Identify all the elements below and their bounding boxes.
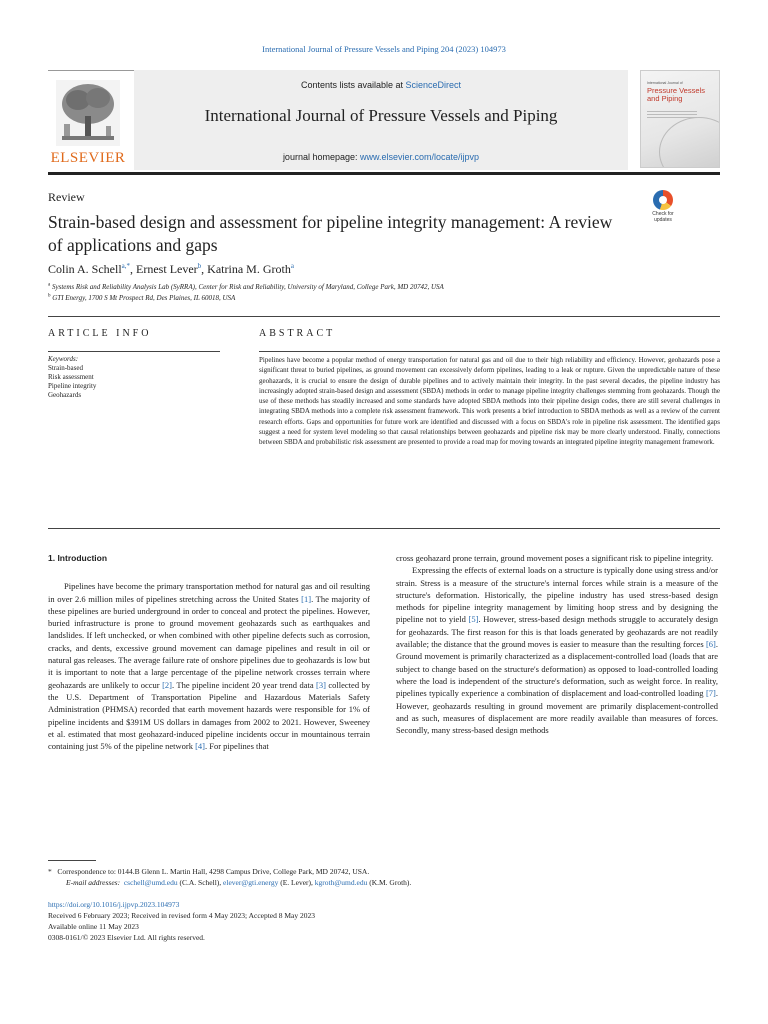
body-text: . For pipelines that	[205, 741, 269, 752]
cover-swirl	[659, 117, 720, 168]
body-text: Expressing the effects of external loads on a structure is typically done using stress and/or strain. Stress is a measure of the structure's internal forces while strain is a measure of the structure's deformation. Historically, the pipeline industry has used stress-based design methods for pipeline integrity management by limiting hoop stress and by designing the pipeline not to yield	[396, 565, 718, 625]
keywords-label: Keywords:	[48, 355, 79, 363]
article-info-heading: ARTICLE INFO	[48, 328, 152, 339]
affiliation-sup: a	[48, 282, 51, 288]
correspondence-note	[48, 866, 720, 877]
introduction-heading: 1. Introduction	[48, 553, 108, 563]
body-column-left	[48, 552, 370, 752]
footnotes	[48, 866, 720, 888]
journal-info-band	[134, 70, 628, 170]
email-owner: (K.M. Groth).	[367, 878, 412, 887]
email-link[interactable]: cschell@umd.edu	[123, 878, 178, 887]
check-for-updates-button[interactable]	[648, 190, 678, 228]
homepage-prefix: journal homepage:	[282, 152, 360, 162]
copyright: 0308-0161/© 2023 Elsevier Ltd. All rights reserved.	[48, 933, 205, 942]
elsevier-tree-icon	[56, 80, 120, 146]
email-owner: (C.A. Schell),	[177, 878, 224, 887]
check-updates-label: Check for updates	[652, 211, 674, 223]
citation-ref[interactable]: [3]	[316, 679, 326, 690]
email-addresses	[48, 877, 720, 888]
affiliation	[48, 294, 235, 302]
elsevier-wordmark: ELSEVIER	[50, 150, 126, 166]
article-info-rule	[48, 351, 220, 352]
keyword-item: Geohazards	[48, 391, 82, 399]
body-text: . However, geohazards resulting in ground movement are primarily displacement-controlled and as such, measures of displacement are more readily available than measures of forces. Secondly, many stress-based design methods	[396, 688, 718, 736]
abstract-text: Pipelines have become a popular method of energy transportation for natural gas and oil due to their high reliability and efficiency. However, geohazards pose a significant threat to buried pipelines, as ground movement can excessively deform pipelines, leading to a leak or rupture. Given the unpredictable nature of these geohazards, it is crucial to ensure the design of durable pipelines and to actively maintain their integrity. In the past several decades, the pipeline industry has increasingly adopted strain-based design and assessment (SBDA) methods in order to manage pipeline integrity challenges stemming from geohazards. Though the use of these methods has steadily increased and some standards have adopted SBDA methods into their pipeline design codes, there are still several challenges in integrating SBDA methods into a complete risk assessment framework. This work presents a brief introduction to SBDA methods as well as a review of the current research efforts. Gaps and opportunities for future work are identified and discussed with a focus on SBDA's role in pipeline risk assessment. The identified gaps suggest a need for system level modeling so that causal relationships between geohazards and pipeline risk may be more clearly understood. Finally, connections between SBDA and probabilistic risk assessment are presented to provide a road map for moving towards an integrated pipeline integrity management framework.	[259, 356, 720, 447]
citation-ref[interactable]: [4]	[195, 741, 205, 752]
journal-masthead	[48, 70, 720, 170]
received-dates: Received 6 February 2023; Received in revised form 4 May 2023; Accepted 8 May 2023	[48, 911, 316, 920]
author-sup[interactable]: a	[290, 262, 294, 270]
homepage-line	[134, 152, 628, 162]
keyword-item: Pipeline integrity	[48, 382, 97, 390]
footnote-rule	[48, 860, 96, 861]
citation-ref[interactable]: [5]	[468, 614, 479, 625]
body-text: collected by the U.S. Department of Transportation Pipeline and Hazardous Materials Safety Administration (PHMSA) recorded that earth movement hazards were responsible for 1% of pipeline incidents and $391M US dollars in damages from 2002 to 2021. However, Sweeney et al. estimated that most geohazard-induced pipeline incidents occur in mountainous terrain containing just 5% of the pipeline network	[48, 679, 370, 752]
abstract-rule	[259, 351, 720, 352]
email-label: E-mail addresses:	[66, 878, 121, 887]
masthead-bottom-rule	[48, 172, 720, 175]
citation-ref[interactable]: [7]	[705, 688, 716, 699]
email-link[interactable]: kgroth@umd.edu	[314, 878, 368, 887]
keyword-item: Risk assessment	[48, 373, 94, 381]
body-text: Pipelines have become the primary transportation method for natural gas and oil resulting in over 2.6 million miles of pipelines stretching across the United States	[48, 581, 370, 604]
journal-homepage-link[interactable]: www.elsevier.com/locate/ijpvp	[360, 152, 480, 162]
author-separator: ,	[201, 262, 208, 276]
cover-title: Pressure Vessels and Piping	[647, 86, 705, 103]
abstract-bottom-rule	[48, 528, 720, 529]
contents-prefix: Contents lists available at	[300, 80, 406, 90]
author-name[interactable]: Ernest Lever	[136, 262, 198, 276]
affiliation-text: GTI Energy, 1700 S Mt Prospect Rd, Des Plaines, IL 60018, USA	[52, 294, 236, 302]
article-title: Strain-based design and assessment for pipeline integrity management: A review of applications and gaps	[48, 212, 613, 255]
keyword-item: Strain-based	[48, 364, 83, 372]
body-column-right	[396, 552, 718, 736]
email-link[interactable]: elever@gti.energy	[223, 878, 279, 887]
author-list	[48, 262, 294, 277]
cover-small-text: International Journal of	[647, 81, 683, 85]
citation-ref[interactable]: [2]	[162, 679, 172, 690]
journal-citation[interactable]: International Journal of Pressure Vessels and Piping 204 (2023) 104973	[262, 44, 506, 54]
author-separator: ,	[130, 262, 137, 276]
affiliation-sup: b	[48, 293, 51, 299]
affiliation-text: Systems Risk and Reliability Analysis Lab (SyRRA), Center for Risk and Reliability, University of Maryland, College Park, MD 20742, USA	[51, 283, 444, 291]
available-online: Available online 11 May 2023	[48, 922, 139, 931]
body-paragraph	[396, 564, 718, 736]
journal-cover-image[interactable]	[640, 70, 720, 168]
body-text: . Ground movement is primarily characterized as a displacement-controlled load (loads that are subject to change based on the structure's deformation) as opposed to load-controlled loading where the load is independent of the structure's deformation, such as weight force. In reality, pipelines typically experience a combination of displacement and load-controlled loading	[396, 639, 718, 699]
body-text: . The pipeline incident 20 year trend data	[171, 679, 317, 690]
section-divider	[48, 316, 720, 317]
keywords-block	[48, 355, 220, 400]
abstract-heading: ABSTRACT	[259, 328, 336, 339]
correspondence-text: Correspondence to: 0144.B Glenn L. Martin Hall, 4298 Campus Drive, College Park, MD 20742, USA.	[57, 867, 370, 876]
journal-name: International Journal of Pressure Vessels and Piping	[204, 106, 558, 125]
citation-ref[interactable]: [1]	[301, 593, 312, 604]
author-sup[interactable]: b	[197, 262, 202, 270]
author-name[interactable]: Colin A. Schell	[48, 262, 122, 276]
citation-ref[interactable]: [6]	[705, 639, 716, 650]
body-text: . The majority of these pipelines are buried underground in order to conceal and protect the pipelines. However, buried infrastructure is prone to ground movement geohazards such as earthquakes and landslides. If left unchecked, or when combined with other pipeline defects such as corrosion, cracks, and dents, excessive ground movement can damage pipelines and result in oil or natural gas releases. The average failure rate of onshore pipelines due to geohazards is low but it is important to note that a large percentage of the pipeline network crosses terrain where geohazards are unlikely to occur	[48, 593, 370, 690]
doi-link[interactable]: https://doi.org/10.1016/j.ijpvp.2023.104973	[48, 900, 180, 909]
author-name[interactable]: Katrina M. Groth	[207, 262, 291, 276]
contents-line	[134, 80, 628, 90]
affiliation	[48, 283, 444, 291]
body-paragraph: cross geohazard prone terrain, ground movement poses a significant risk to pipeline integrity.	[396, 553, 714, 563]
author-sup[interactable]: a,*	[121, 262, 131, 270]
article-type: Review	[48, 190, 85, 204]
sciencedirect-link[interactable]: ScienceDirect	[405, 80, 462, 90]
publisher-logo[interactable]	[48, 78, 128, 168]
publication-info	[48, 899, 720, 943]
body-text: . However, stress-based design methods struggle to accurately design for geohazards. The first reason for this is that loads generated by geohazards are not readily available; the distance that the ground moves is easier to measure than the resulting forces	[396, 614, 718, 650]
body-paragraph	[48, 580, 370, 752]
check-updates-icon-center	[659, 196, 667, 204]
email-owner: (E. Lever),	[278, 878, 315, 887]
footnote-star: *	[48, 867, 52, 876]
